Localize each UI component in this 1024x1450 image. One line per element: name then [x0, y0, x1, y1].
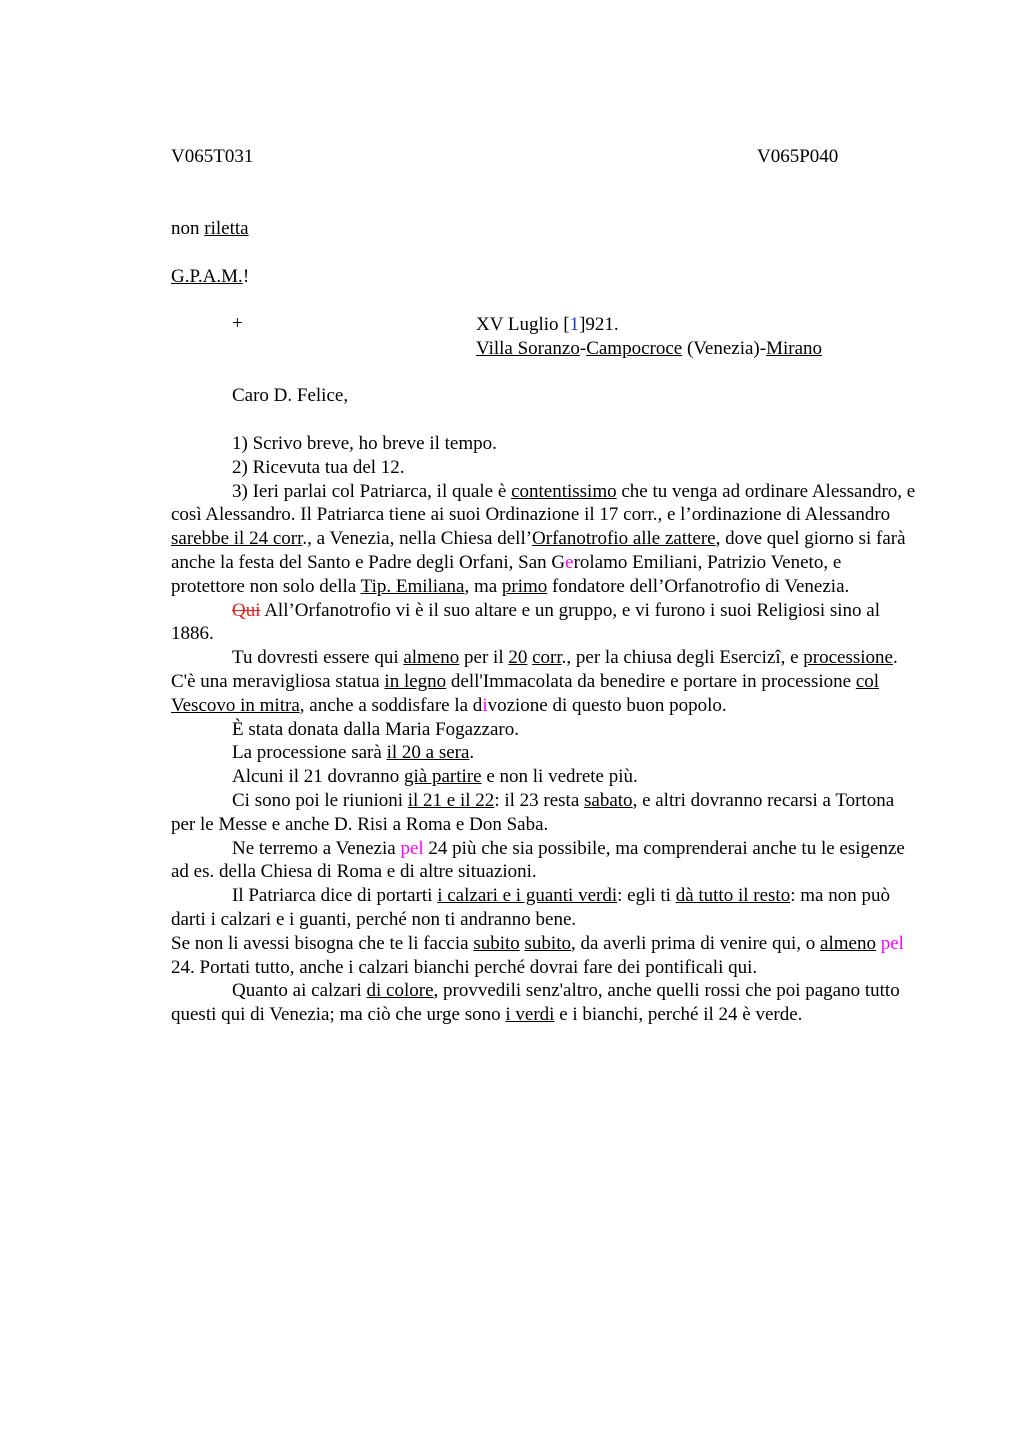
paragraph-11: Il Patriarca dice di portarti i calzari e i guanti verdi: egli ti dà tutto il resto: ma non può darti i calzari e i guanti, perché non ti andranno bene. — [171, 885, 890, 930]
paragraph-6: È stata donata dalla Maria Fogazzaro. — [232, 718, 519, 740]
cross-symbol: + — [232, 313, 243, 334]
paragraph-8: Alcuni il 21 dovranno già partire e non li vedrete più. — [232, 766, 638, 788]
dateline — [476, 313, 822, 361]
paragraph-9: Ci sono poi le riunioni il 21 e il 22: il 23 resta sabato, e altri dovranno recarsi a Tortona per le Messe e anche D. Risi a Roma e Don Saba. — [171, 789, 895, 835]
paragraph-4: Qui All’Orfanotrofio vi è il suo altare e un gruppo, e vi furono i suoi Religiosi sino al 1886. — [171, 599, 881, 645]
paragraph-13: Quanto ai calzari di colore, provvedili senz'altro, anche quelli rossi che poi pagano tutto questi qui di Venezia; ma ciò che urge sono i verdi e i bianchi, perché il 24 è verde. — [171, 980, 900, 1026]
salutation: Caro D. Felice, — [232, 385, 349, 406]
date-text: XV Luglio [1]921. — [476, 314, 619, 335]
paragraph-5: Tu dovresti essere qui almeno per il 20 corr., per la chiusa degli Esercizî, e processione. C'è una meravigliosa statua in legno dell'Immacolata da benedire e portare in processione col Vescovo in mitra, anche a soddisfare la divozione di questo buon popolo. — [171, 647, 898, 716]
reading-note: non riletta — [171, 218, 249, 239]
motto: G.P.A.M.! — [171, 266, 250, 287]
paragraph-10: Ne terremo a Venezia pel 24 più che sia possibile, ma comprenderai anche tu le esigenze ad es. della Chiesa di Roma e di altre situazioni. — [171, 837, 905, 883]
document-code-right: V065P040 — [757, 146, 839, 167]
document-code-left: V065T031 — [171, 146, 254, 167]
list-item: 1) Scrivo breve, ho breve il tempo. — [232, 433, 497, 454]
list-item: 2) Ricevuta tua del 12. — [232, 456, 405, 478]
paragraph-3: 3) Ieri parlai col Patriarca, il quale è contentissimo che tu venga ad ordinare Alessandro, e così Alessandro. Il Patriarca tiene ai suoi Ordinazione il 17 corr., e l’ordinazione di Alessandro sarebbe il 24 corr., a Venezia, nella Chiesa dell’Orfanotrofio alle zattere, dove quel giorno si farà anche la festa del Santo e Padre degli Orfani, San Gerolamo Emiliani, Patrizio Veneto, e protettore non solo della Tip. Emiliana, ma primo fondatore dell’Orfanotrofio di Venezia. — [171, 480, 916, 597]
paragraph-7: La processione sarà il 20 a sera. — [232, 742, 475, 764]
letter-body — [171, 432, 919, 1027]
place-text: Villa Soranzo-Campocroce (Venezia)-Mirano — [476, 338, 823, 359]
paragraph-12: Se non li avessi bisogna che te li faccia subito subito, da averli prima di venire qui, o almeno pel 24. Portati tutto, anche i calzari bianchi perché dovrai fare dei pontificali qui. — [171, 932, 904, 978]
